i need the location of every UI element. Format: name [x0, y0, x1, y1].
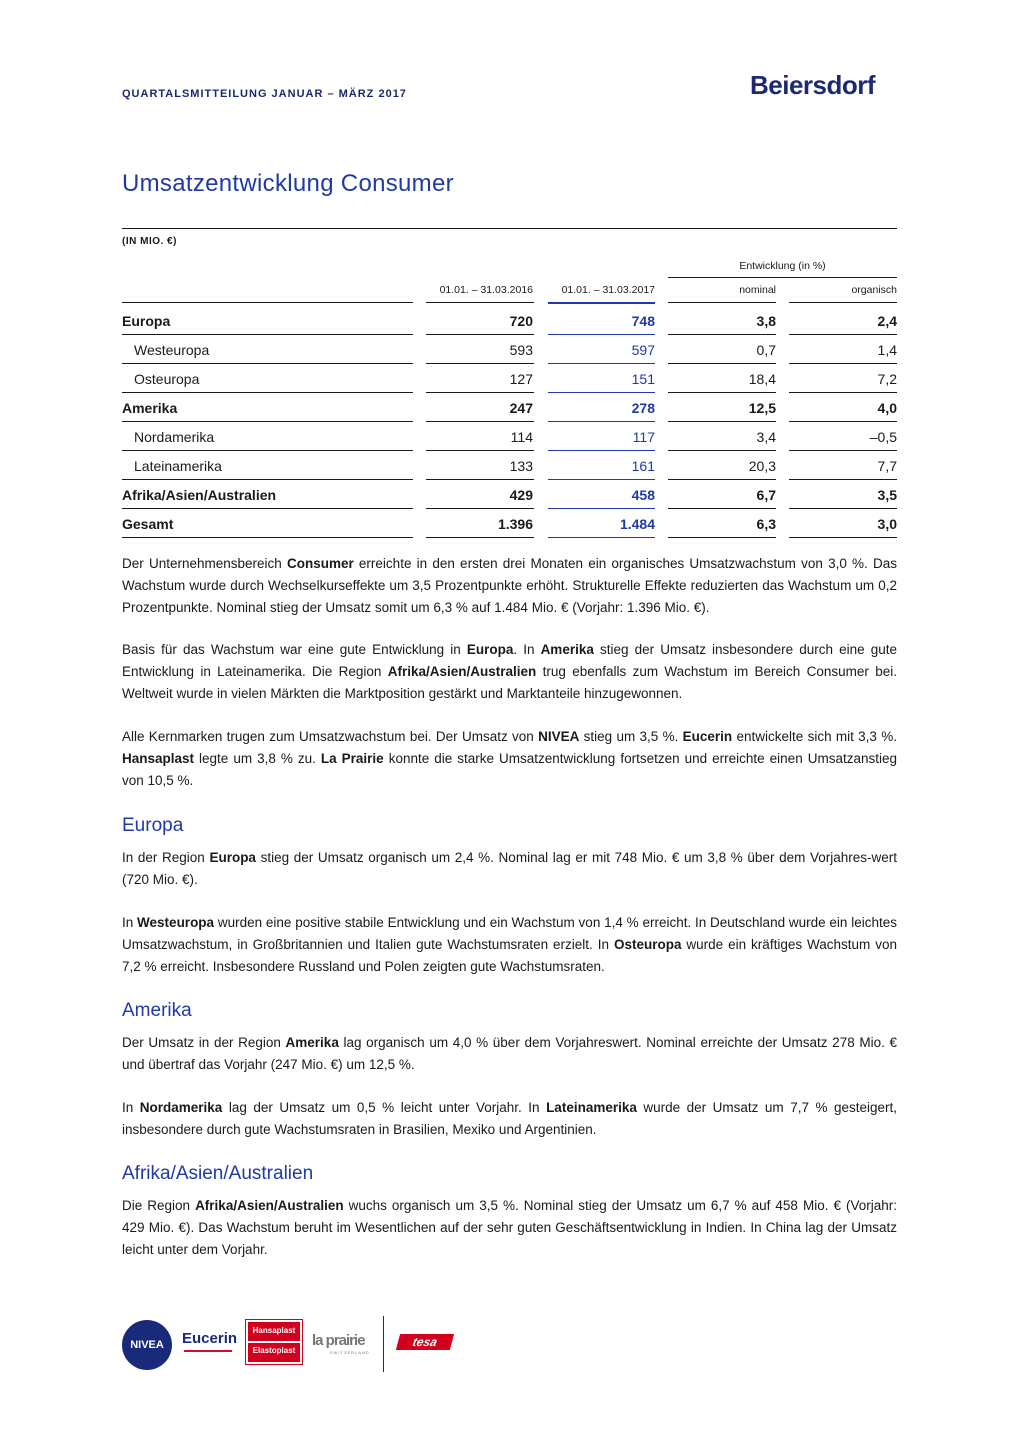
value-2017: 1.484: [619, 516, 655, 532]
value-nominal: 3,4: [756, 429, 776, 445]
row-label: Afrika/Asien/Australien: [122, 487, 277, 503]
intro-paragraph-1: Der Unternehmensbereich Consumer erreichte in den ersten drei Monaten ein organisches Umsatzwachstum von 3,0 %. Das Wachstum wurde durch Wechselkurseffekte um 3,5 Prozentpunkte erhöht. Strukturelle Effekte reduzierten das Wachstum um 0,2 Prozentpunkte. Nominal stieg der Umsatz somit um 6,3 % auf 1.484 Mio. € (Vorjahr: 1.396 Mio. €).: [122, 556, 897, 615]
table-row: [0, 393, 1018, 422]
value-2016: 1.396: [497, 516, 533, 532]
table-top-rule: [122, 228, 897, 229]
eucerin-logo-underline: [184, 1350, 232, 1352]
table-unit-label: (IN MIO. €): [122, 236, 177, 247]
value-organic: 7,7: [877, 458, 897, 474]
tesa-logo: tesa: [396, 1334, 454, 1350]
value-organic: 3,0: [877, 516, 897, 532]
value-nominal: 18,4: [748, 371, 776, 387]
column-header-2017: 01.01. – 31.03.2017: [561, 284, 655, 296]
row-label: Westeuropa: [134, 342, 210, 358]
row-rule: [668, 537, 776, 538]
table-row: [0, 509, 1018, 538]
intro-paragraph-3: Alle Kernmarken trugen zum Umsatzwachstum bei. Der Umsatz von NIVEA stieg um 3,5 %. Eucerin entwickelte sich mit 3,3 %. Hansaplast legte um 3,8 % zu. La Prairie konnte die starke Umsatzentwicklung fortsetzen und erreichte einen Umsatzanstieg von 10,5 %.: [122, 729, 897, 788]
afrika-asien-australien-paragraph: Die Region Afrika/Asien/Australien wuchs organisch um 3,5 %. Nominal stieg der Umsatz um 6,7 % auf 458 Mio. € (Vorjahr: 429 Mio. €). Das Wachstum beruht im Wesentlichen auf der sehr guten Geschäftsentwicklung in Indien. In China lag der Umsatz leicht unter dem Vorjahr.: [122, 1198, 897, 1257]
value-2017: 458: [631, 487, 655, 503]
document-header-label: QUARTALSMITTEILUNG JANUAR – MÄRZ 2017: [122, 88, 407, 100]
eucerin-logo: Eucerin: [182, 1330, 238, 1347]
value-2017: 748: [631, 313, 655, 329]
header-rule: [668, 302, 776, 303]
hansaplast-logo-divider: [248, 1341, 300, 1343]
value-2016: 720: [509, 313, 533, 329]
value-organic: –0,5: [869, 429, 897, 445]
value-organic: 4,0: [877, 400, 897, 416]
value-nominal: 12,5: [748, 400, 776, 416]
column-header-nominal: nominal: [739, 284, 776, 296]
value-2017: 151: [631, 371, 655, 387]
amerika-paragraph-1: Der Umsatz in der Region Amerika lag organisch um 4,0 % über dem Vorjahreswert. Nominal erreichte der Umsatz 278 Mio. € und übertraf das Vorjahr (247 Mio. €) um 12,5 %.: [122, 1035, 898, 1072]
value-2017: 161: [631, 458, 655, 474]
row-label: Nordamerika: [134, 429, 215, 445]
row-rule: [789, 537, 897, 538]
elastoplast-logo-text: Elastoplast: [252, 1346, 296, 1355]
value-2016: 247: [509, 400, 533, 416]
value-2017: 597: [631, 342, 655, 358]
amerika-paragraph-2: In Nordamerika lag der Umsatz um 0,5 % leicht unter Vorjahr. In Lateinamerika wurde der Umsatz um 7,7 % gesteigert, insbesondere durch gute Wachstumsraten in Brasilien, Mexiko und Argentinien.: [122, 1100, 898, 1137]
europa-paragraph-1: In der Region Europa stieg der Umsatz organisch um 2,4 %. Nominal lag er mit 748 Mio. € um 3,8 % über dem Vorjahres-wert (720 Mio. €).: [122, 850, 897, 887]
value-nominal: 6,7: [756, 487, 776, 503]
value-2017: 117: [632, 429, 655, 445]
value-2016: 593: [509, 342, 533, 358]
value-2017: 278: [631, 400, 655, 416]
value-2016: 114: [510, 429, 533, 445]
section-heading-europa: Europa: [122, 815, 184, 836]
value-nominal: 0,7: [756, 342, 776, 358]
value-organic: 7,2: [877, 371, 897, 387]
header-rule: [789, 302, 897, 303]
value-nominal: 6,3: [756, 516, 776, 532]
europa-paragraph-2: In Westeuropa wurden eine positive stabile Entwicklung und ein Wachstum von 1,4 % erreicht. In Deutschland wurde ein leichtes Umsatzwachstum, in Großbritannien und Italien gute Wachstumsraten erzielt. In Osteuropa wurde ein kräftiges Wachstum von 7,2 % erreicht. Insbesondere Russland und Polen zeigten gute Wachstumsraten.: [122, 915, 897, 974]
header-rule: [548, 302, 655, 304]
la-prairie-logo: la prairie: [312, 1332, 365, 1349]
value-2016: 429: [509, 487, 533, 503]
table-row: [0, 364, 1018, 393]
value-organic: 1,4: [877, 342, 897, 358]
row-rule: [426, 537, 534, 538]
header-rule: [122, 302, 413, 303]
brand-logos-footer: [122, 1312, 462, 1372]
table-row: [0, 306, 1018, 335]
row-rule: [548, 537, 655, 538]
la-prairie-logo-subtext: SWITZERLAND: [330, 1350, 370, 1355]
row-label: Gesamt: [122, 516, 174, 532]
page-title: Umsatzentwicklung Consumer: [122, 170, 454, 197]
logo-divider: [383, 1316, 384, 1372]
beiersdorf-logo: Beiersdorf: [750, 70, 876, 100]
nivea-logo: NIVEA: [122, 1320, 172, 1370]
column-header-2016: 01.01. – 31.03.2016: [439, 284, 533, 296]
table-row: [0, 451, 1018, 480]
development-header-rule: [668, 277, 897, 278]
table-row: [0, 480, 1018, 509]
row-label: Lateinamerika: [134, 458, 222, 474]
row-label: Amerika: [122, 400, 178, 416]
table-row: [0, 422, 1018, 451]
hansaplast-logo-text: Hansaplast: [252, 1326, 296, 1335]
value-nominal: 3,8: [756, 313, 776, 329]
header-rule: [426, 302, 534, 303]
value-2016: 133: [509, 458, 533, 474]
value-organic: 3,5: [877, 487, 897, 503]
section-heading-amerika: Amerika: [122, 1000, 192, 1021]
section-heading-afrika-asien-australien: Afrika/Asien/Australien: [122, 1163, 314, 1184]
value-2016: 127: [509, 371, 533, 387]
intro-paragraph-2: Basis für das Wachstum war eine gute Entwicklung in Europa. In Amerika stieg der Umsatz insbesondere durch eine gute Entwicklung in Lateinamerika. Die Region Afrika/Asien/Australien trug ebenfalls zum Wachstum im Bereich Consumer bei. Weltweit wurde in vielen Märkten die Marktposition gestärkt und Marktanteile hinzugewonnen.: [122, 642, 897, 701]
column-header-organic: organisch: [851, 284, 897, 296]
row-label: Osteuropa: [134, 371, 200, 387]
value-organic: 2,4: [877, 313, 897, 329]
row-label: Europa: [122, 313, 171, 329]
value-nominal: 20,3: [748, 458, 776, 474]
hansaplast-elastoplast-logo: [246, 1320, 302, 1364]
table-row: [0, 335, 1018, 364]
row-rule: [122, 537, 413, 538]
development-header: Entwicklung (in %): [739, 260, 826, 272]
